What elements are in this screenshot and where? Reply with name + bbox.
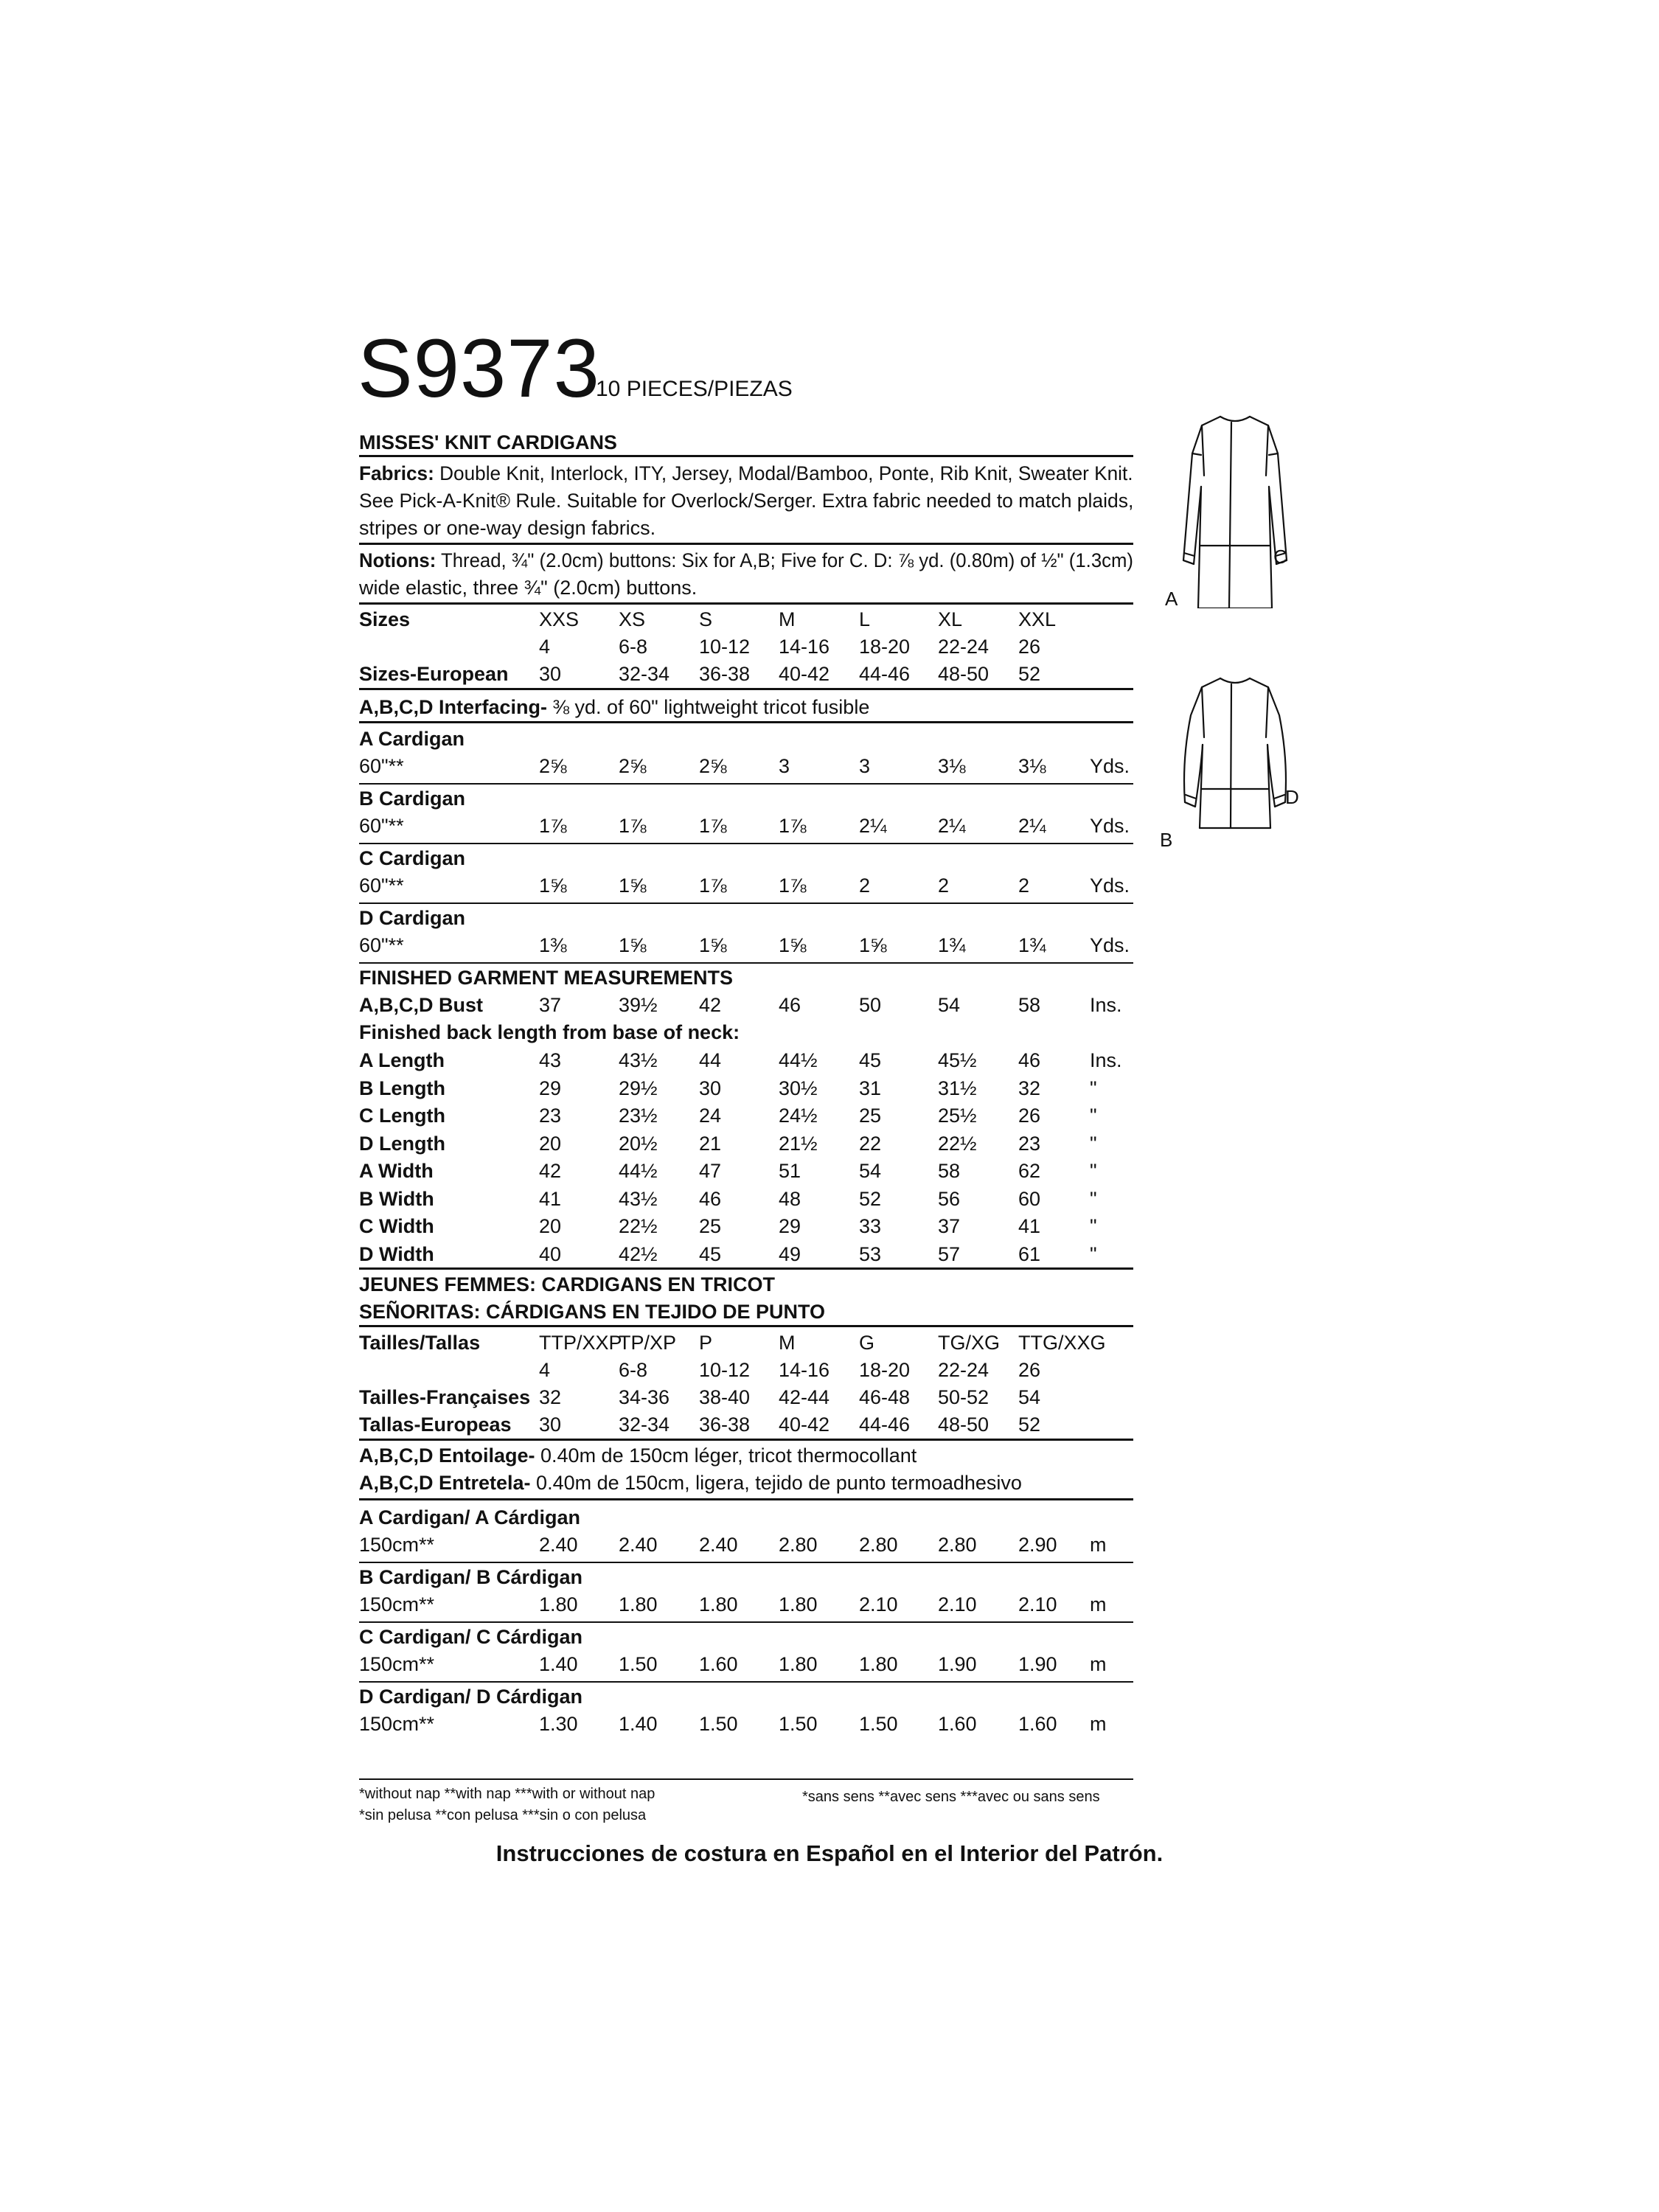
measurement-value-cell: 53 (859, 1242, 882, 1265)
yardage-view-label: D Cardigan (359, 907, 466, 929)
measurement-value-cell: 62 (1018, 1160, 1041, 1182)
metric-yardage-value-cell: 1.90 (938, 1653, 977, 1675)
french-size-cell: 50-52 (938, 1386, 990, 1408)
bust-value-cell: 39½ (619, 994, 658, 1016)
title-french: JEUNES FEMMES: CARDIGANS EN TRICOT (359, 1273, 776, 1295)
yardage-value-cell: 1⅝ (699, 934, 727, 956)
notions-line-1 (359, 547, 1133, 574)
measurement-value-unit: " (1090, 1105, 1097, 1127)
intl-sizes-label: Tailles/Tallas (359, 1332, 481, 1354)
measurement-value-cell: 44½ (619, 1160, 658, 1182)
metric-yardage-value-cell: 1.40 (539, 1653, 578, 1675)
measurement-label: A Width (359, 1160, 434, 1182)
fabrics-line-2: See Pick-A-Knit® Rule. Suitable for Overlock/Serger. Extra fabric needed to match plaids, (359, 490, 1134, 512)
measurement-value-cell: 23 (1018, 1132, 1041, 1155)
notions-text-1: Thread, ¾" (2.0cm) buttons: Six for A,B; Five for C. D: ⅞ yd. (0.80m) of ½" (1.3cm) (436, 549, 1133, 571)
metric-yardage-value-cell: 2.40 (539, 1534, 578, 1556)
fabrics-line-3: stripes or one-way design fabrics. (359, 517, 656, 539)
yardage-value-unit: Yds. (1090, 874, 1130, 897)
metric-yardage-value-cell: 1.80 (859, 1653, 898, 1675)
measurement-value-cell: 60 (1018, 1187, 1041, 1210)
yardage-value-cell: 1⅞ (539, 815, 567, 837)
yardage-value-cell: 1⅞ (779, 874, 807, 897)
measurement-value-cell: 42 (539, 1160, 562, 1182)
measurement-value-cell: 54 (859, 1160, 882, 1182)
metric-yardage-view-label: D Cardigan/ D Cárdigan (359, 1686, 583, 1708)
metric-yardage-value-cell: 2.80 (779, 1534, 818, 1556)
measurement-value-unit: " (1090, 1242, 1097, 1265)
intl-size-code-cell: TP/XP (619, 1332, 677, 1354)
divider (359, 721, 1133, 723)
measurement-value-cell: 23½ (619, 1105, 658, 1127)
measurement-value-cell: 49 (779, 1242, 801, 1265)
french-size-cell: 38-40 (699, 1386, 751, 1408)
divider (359, 543, 1133, 545)
measurement-value-cell: 24½ (779, 1105, 818, 1127)
measurement-label: D Length (359, 1132, 445, 1155)
divider (359, 1325, 1133, 1327)
measurement-value-unit: " (1090, 1132, 1097, 1155)
european-size-cell: 40-42 (779, 1413, 830, 1436)
size-number-cell: 14-16 (779, 636, 830, 658)
yardage-value-cell: 1⅞ (699, 874, 727, 897)
metric-yardage-value-cell: 2.40 (699, 1534, 738, 1556)
entoilage-label: A,B,C,D Entoilage- (359, 1444, 535, 1467)
view-label-b: B (1160, 829, 1173, 851)
european-size-cell: 52 (1018, 1413, 1041, 1436)
intl-size-number-cell: 26 (1018, 1359, 1041, 1381)
size-code-cell: M (779, 608, 796, 630)
measurement-value-cell: 48 (779, 1187, 801, 1210)
yardage-value-cell: 1⅝ (619, 874, 647, 897)
yardage-view-label: A Cardigan (359, 728, 465, 750)
yardage-value-cell: 2 (1018, 874, 1030, 897)
measurement-value-cell: 22 (859, 1132, 882, 1155)
yardage-view-label: B Cardigan (359, 787, 466, 810)
view-b-d-illustration (1161, 671, 1309, 841)
intl-size-number-cell: 14-16 (779, 1359, 830, 1381)
measurement-value-unit: " (1090, 1077, 1097, 1099)
measurement-value-cell: 23 (539, 1105, 562, 1127)
size-euro-cell: 52 (1018, 663, 1041, 685)
bust-value-unit: Ins. (1090, 994, 1122, 1016)
size-number-cell: 4 (539, 636, 551, 658)
european-size-cell: 36-38 (699, 1413, 751, 1436)
yardage-value-cell: 2 (938, 874, 950, 897)
measurement-value-cell: 21 (699, 1132, 722, 1155)
view-label-c: C (1273, 546, 1287, 568)
measurement-value-cell: 31 (859, 1077, 882, 1099)
measurement-value-cell: 29 (779, 1215, 801, 1237)
measurement-value-cell: 45 (699, 1242, 722, 1265)
size-code-cell: XXS (539, 608, 580, 630)
yardage-value-cell: 2¼ (859, 815, 887, 837)
measurement-value-cell: 47 (699, 1160, 722, 1182)
yardage-value-cell: 1⅝ (539, 874, 567, 897)
measurement-value-cell: 40 (539, 1242, 562, 1265)
size-euro-cell: 48-50 (938, 663, 990, 685)
size-number-cell: 26 (1018, 636, 1041, 658)
measurement-value-cell: 30½ (779, 1077, 818, 1099)
measurement-value-cell: 46 (699, 1187, 722, 1210)
bust-value-cell: 50 (859, 994, 882, 1016)
metric-fabric-width-label: 150cm** (359, 1713, 435, 1735)
measurement-value-cell: 45 (859, 1049, 882, 1071)
pattern-number: S9373 (358, 322, 600, 414)
measurement-value-cell: 31½ (938, 1077, 977, 1099)
size-euro-cell: 40-42 (779, 663, 830, 685)
metric-yardage-value-cell: 1.50 (699, 1713, 738, 1735)
entretela-label: A,B,C,D Entretela- (359, 1472, 531, 1494)
fabrics-label: Fabrics: (359, 462, 434, 484)
measurement-value-cell: 41 (1018, 1215, 1041, 1237)
measurement-value-cell: 20 (539, 1132, 562, 1155)
metric-yardage-view-label: C Cardigan/ C Cárdigan (359, 1626, 583, 1648)
measurement-value-cell: 33 (859, 1215, 882, 1237)
yardage-value-unit: Yds. (1090, 815, 1130, 837)
measurements-heading: FINISHED GARMENT MEASUREMENTS (359, 967, 734, 989)
intl-size-code-cell: TTG/XXG (1018, 1332, 1106, 1354)
measurement-value-cell: 25 (699, 1215, 722, 1237)
size-code-cell: XXL (1018, 608, 1057, 630)
measurement-value-cell: 21½ (779, 1132, 818, 1155)
measurement-value-cell: 44½ (779, 1049, 818, 1071)
intl-size-code-cell: G (859, 1332, 875, 1354)
measurement-value-cell: 22½ (619, 1215, 658, 1237)
metric-yardage-value-cell: 2.80 (938, 1534, 977, 1556)
yardage-value-cell: 1⅞ (779, 815, 807, 837)
divider (359, 962, 1133, 964)
metric-yardage-value-cell: 1.90 (1018, 1653, 1057, 1675)
size-number-cell: 10-12 (699, 636, 751, 658)
intl-size-code-cell: P (699, 1332, 713, 1354)
divider (359, 902, 1133, 904)
measurement-value-cell: 41 (539, 1187, 562, 1210)
metric-yardage-value-cell: 1.80 (539, 1593, 578, 1615)
divider (359, 783, 1133, 785)
divider (359, 843, 1133, 844)
yardage-value-unit: Yds. (1090, 755, 1130, 777)
fabric-width-label: 60"** (359, 874, 404, 897)
yardage-value-cell: 2 (859, 874, 871, 897)
french-size-cell: 34-36 (619, 1386, 670, 1408)
entretela-text: 0.40m de 150cm, ligera, tejido de punto termoadhesivo (530, 1472, 1022, 1494)
entretela-row (359, 1470, 1133, 1497)
size-number-cell: 6-8 (619, 636, 648, 658)
metric-yardage-value-cell: 1.50 (779, 1713, 818, 1735)
measurement-value-cell: 57 (938, 1242, 961, 1265)
yardage-value-unit: Yds. (1090, 934, 1130, 956)
view-a-c-illustration (1161, 409, 1309, 608)
metric-yardage-view-label: A Cardigan/ A Cárdigan (359, 1506, 581, 1528)
sizes-label: Sizes (359, 608, 411, 630)
nap-note-en: *without nap **with nap ***with or without nap (359, 1786, 655, 1802)
divider (359, 1439, 1133, 1441)
measurement-value-cell: 56 (938, 1187, 961, 1210)
yardage-value-cell: 3⅛ (1018, 755, 1046, 777)
measurement-value-cell: 37 (938, 1215, 961, 1237)
divider (359, 1778, 1133, 1780)
metric-yardage-value-cell: 1.30 (539, 1713, 578, 1735)
intl-size-number-cell: 22-24 (938, 1359, 990, 1381)
metric-yardage-view-label: B Cardigan/ B Cárdigan (359, 1566, 583, 1588)
measurement-value-cell: 29½ (619, 1077, 658, 1099)
french-size-cell: 32 (539, 1386, 562, 1408)
intl-size-number-cell: 10-12 (699, 1359, 751, 1381)
pattern-title: MISSES' KNIT CARDIGANS (359, 431, 617, 453)
metric-yardage-value-unit: m (1090, 1713, 1107, 1735)
intl-size-code-cell: TG/XG (938, 1332, 1001, 1354)
metric-fabric-width-label: 150cm** (359, 1593, 435, 1615)
measurement-value-cell: 29 (539, 1077, 562, 1099)
metric-yardage-value-unit: m (1090, 1653, 1107, 1675)
intl-size-number-cell: 6-8 (619, 1359, 648, 1381)
measurement-label: C Length (359, 1105, 445, 1127)
size-euro-cell: 44-46 (859, 663, 911, 685)
european-sizes-label: Tallas-Europeas (359, 1413, 512, 1436)
size-euro-cell: 36-38 (699, 663, 751, 685)
metric-yardage-value-cell: 1.80 (779, 1653, 818, 1675)
view-label-d: D (1285, 786, 1299, 808)
metric-yardage-value-cell: 1.50 (859, 1713, 898, 1735)
measurement-value-cell: 42½ (619, 1242, 658, 1265)
metric-yardage-value-unit: m (1090, 1534, 1107, 1556)
european-size-cell: 44-46 (859, 1413, 911, 1436)
spanish-instructions-note: Instrucciones de costura en Español en el Interior del Patrón. (495, 1840, 1164, 1866)
interfacing-row (359, 694, 1133, 721)
divider (359, 1621, 1133, 1623)
measurement-value-cell: 24 (699, 1105, 722, 1127)
yardage-value-cell: 1⅞ (619, 815, 647, 837)
divider (359, 1562, 1133, 1563)
yardage-value-cell: 1⅞ (699, 815, 727, 837)
metric-yardage-value-cell: 1.60 (938, 1713, 977, 1735)
size-number-cell: 18-20 (859, 636, 911, 658)
french-size-cell: 54 (1018, 1386, 1041, 1408)
bust-value-cell: 42 (699, 994, 722, 1016)
yardage-value-cell: 1⅝ (779, 934, 807, 956)
measurement-label: B Length (359, 1077, 445, 1099)
divider (359, 602, 1133, 605)
french-size-cell: 42-44 (779, 1386, 830, 1408)
metric-yardage-value-unit: m (1090, 1593, 1107, 1615)
fabrics-text-1: Double Knit, Interlock, ITY, Jersey, Modal/Bamboo, Ponte, Rib Knit, Sweater Knit. (434, 462, 1133, 484)
measurement-value-cell: 58 (938, 1160, 961, 1182)
metric-yardage-value-cell: 2.10 (938, 1593, 977, 1615)
yardage-value-cell: 2¼ (1018, 815, 1046, 837)
entoilage-row (359, 1442, 1133, 1470)
measurement-value-cell: 44 (699, 1049, 722, 1071)
interfacing-text: ⅜ yd. of 60" lightweight tricot fusible (547, 696, 870, 718)
measurement-label: D Width (359, 1242, 434, 1265)
measurement-value-cell: 43½ (619, 1049, 658, 1071)
yardage-value-cell: 1⅝ (859, 934, 887, 956)
yardage-value-cell: 2⅝ (539, 755, 567, 777)
yardage-view-label: C Cardigan (359, 847, 466, 869)
size-number-cell: 22-24 (938, 636, 990, 658)
sizes-european-label: Sizes-European (359, 663, 509, 685)
metric-yardage-value-cell: 2.10 (859, 1593, 898, 1615)
intl-size-number-cell: 18-20 (859, 1359, 911, 1381)
measurement-label: B Width (359, 1187, 434, 1210)
bust-value-cell: 46 (779, 994, 801, 1016)
back-length-heading: Finished back length from base of neck: (359, 1021, 740, 1043)
yardage-value-cell: 3 (859, 755, 871, 777)
intl-size-code-cell: TTP/XXP (539, 1332, 622, 1354)
measurement-value-cell: 51 (779, 1160, 801, 1182)
interfacing-label: A,B,C,D Interfacing- (359, 696, 548, 718)
size-code-cell: XS (619, 608, 646, 630)
measurement-value-cell: 25½ (938, 1105, 977, 1127)
metric-yardage-value-cell: 1.60 (1018, 1713, 1057, 1735)
pieces-count: 10 PIECES/PIEZAS (596, 377, 793, 401)
notions-label: Notions: (359, 549, 437, 571)
size-euro-cell: 32-34 (619, 663, 670, 685)
size-euro-cell: 30 (539, 663, 562, 685)
measurement-value-unit: " (1090, 1160, 1097, 1182)
bust-value-cell: 58 (1018, 994, 1041, 1016)
metric-yardage-value-cell: 2.10 (1018, 1593, 1057, 1615)
size-code-cell: S (699, 608, 713, 630)
yardage-value-cell: 1¾ (938, 934, 966, 956)
european-size-cell: 48-50 (938, 1413, 990, 1436)
bust-value-cell: 54 (938, 994, 961, 1016)
view-label-a: A (1165, 588, 1178, 610)
metric-fabric-width-label: 150cm** (359, 1534, 435, 1556)
title-spanish: SEÑORITAS: CÁRDIGANS EN TEJIDO DE PUNTO (359, 1301, 826, 1323)
measurement-value-cell: 43½ (619, 1187, 658, 1210)
divider (359, 1267, 1133, 1270)
size-code-cell: XL (938, 608, 963, 630)
fabric-width-label: 60"** (359, 815, 404, 837)
measurement-label: C Width (359, 1215, 434, 1237)
measurement-value-cell: 25 (859, 1105, 882, 1127)
yardage-value-cell: 1¾ (1018, 934, 1046, 956)
metric-yardage-value-cell: 1.60 (699, 1653, 738, 1675)
european-size-cell: 32-34 (619, 1413, 670, 1436)
bust-label: A,B,C,D Bust (359, 994, 483, 1016)
european-size-cell: 30 (539, 1413, 562, 1436)
measurement-label: A Length (359, 1049, 445, 1071)
metric-yardage-value-cell: 1.80 (619, 1593, 658, 1615)
yardage-value-cell: 3⅛ (938, 755, 966, 777)
measurement-value-cell: 52 (859, 1187, 882, 1210)
metric-yardage-value-cell: 1.80 (699, 1593, 738, 1615)
fabrics-line-1 (359, 460, 1133, 487)
measurement-value-cell: 22½ (938, 1132, 977, 1155)
nap-note-es: *sin pelusa **con pelusa ***sin o con pelusa (359, 1807, 647, 1823)
size-code-cell: L (859, 608, 871, 630)
measurement-value-cell: 30 (699, 1077, 722, 1099)
metric-yardage-value-cell: 2.80 (859, 1534, 898, 1556)
measurement-value-unit: " (1090, 1187, 1097, 1210)
intl-size-number-cell: 4 (539, 1359, 551, 1381)
bust-value-cell: 37 (539, 994, 562, 1016)
metric-yardage-value-cell: 2.40 (619, 1534, 658, 1556)
measurement-value-cell: 20½ (619, 1132, 658, 1155)
measurement-value-unit: Ins. (1090, 1049, 1122, 1071)
divider (359, 1681, 1133, 1683)
entoilage-text: 0.40m de 150cm léger, tricot thermocollant (535, 1444, 917, 1467)
notions-line-2: wide elastic, three ¾" (2.0cm) buttons. (359, 577, 698, 599)
metric-yardage-value-cell: 2.90 (1018, 1534, 1057, 1556)
intl-size-code-cell: M (779, 1332, 796, 1354)
metric-yardage-value-cell: 1.80 (779, 1593, 818, 1615)
divider (359, 688, 1133, 690)
measurement-value-cell: 26 (1018, 1105, 1041, 1127)
fabric-width-label: 60"** (359, 934, 404, 956)
yardage-value-cell: 2⅝ (699, 755, 727, 777)
yardage-value-cell: 2¼ (938, 815, 966, 837)
measurement-value-cell: 32 (1018, 1077, 1041, 1099)
divider (359, 455, 1133, 457)
yardage-value-cell: 3 (779, 755, 790, 777)
measurement-value-unit: " (1090, 1215, 1097, 1237)
divider (359, 1498, 1133, 1500)
metric-yardage-value-cell: 1.50 (619, 1653, 658, 1675)
french-sizes-label: Tailles-Françaises (359, 1386, 531, 1408)
yardage-value-cell: 1⅜ (539, 934, 567, 956)
measurement-value-cell: 46 (1018, 1049, 1041, 1071)
french-size-cell: 46-48 (859, 1386, 911, 1408)
metric-fabric-width-label: 150cm** (359, 1653, 435, 1675)
yardage-value-cell: 1⅝ (619, 934, 647, 956)
measurement-value-cell: 43 (539, 1049, 562, 1071)
metric-yardage-value-cell: 1.40 (619, 1713, 658, 1735)
yardage-value-cell: 2⅝ (619, 755, 647, 777)
nap-note-fr: *sans sens **avec sens ***avec ou sans sens (802, 1789, 1100, 1805)
measurement-value-cell: 61 (1018, 1242, 1041, 1265)
fabric-width-label: 60"** (359, 755, 404, 777)
measurement-value-cell: 20 (539, 1215, 562, 1237)
measurement-value-cell: 45½ (938, 1049, 977, 1071)
